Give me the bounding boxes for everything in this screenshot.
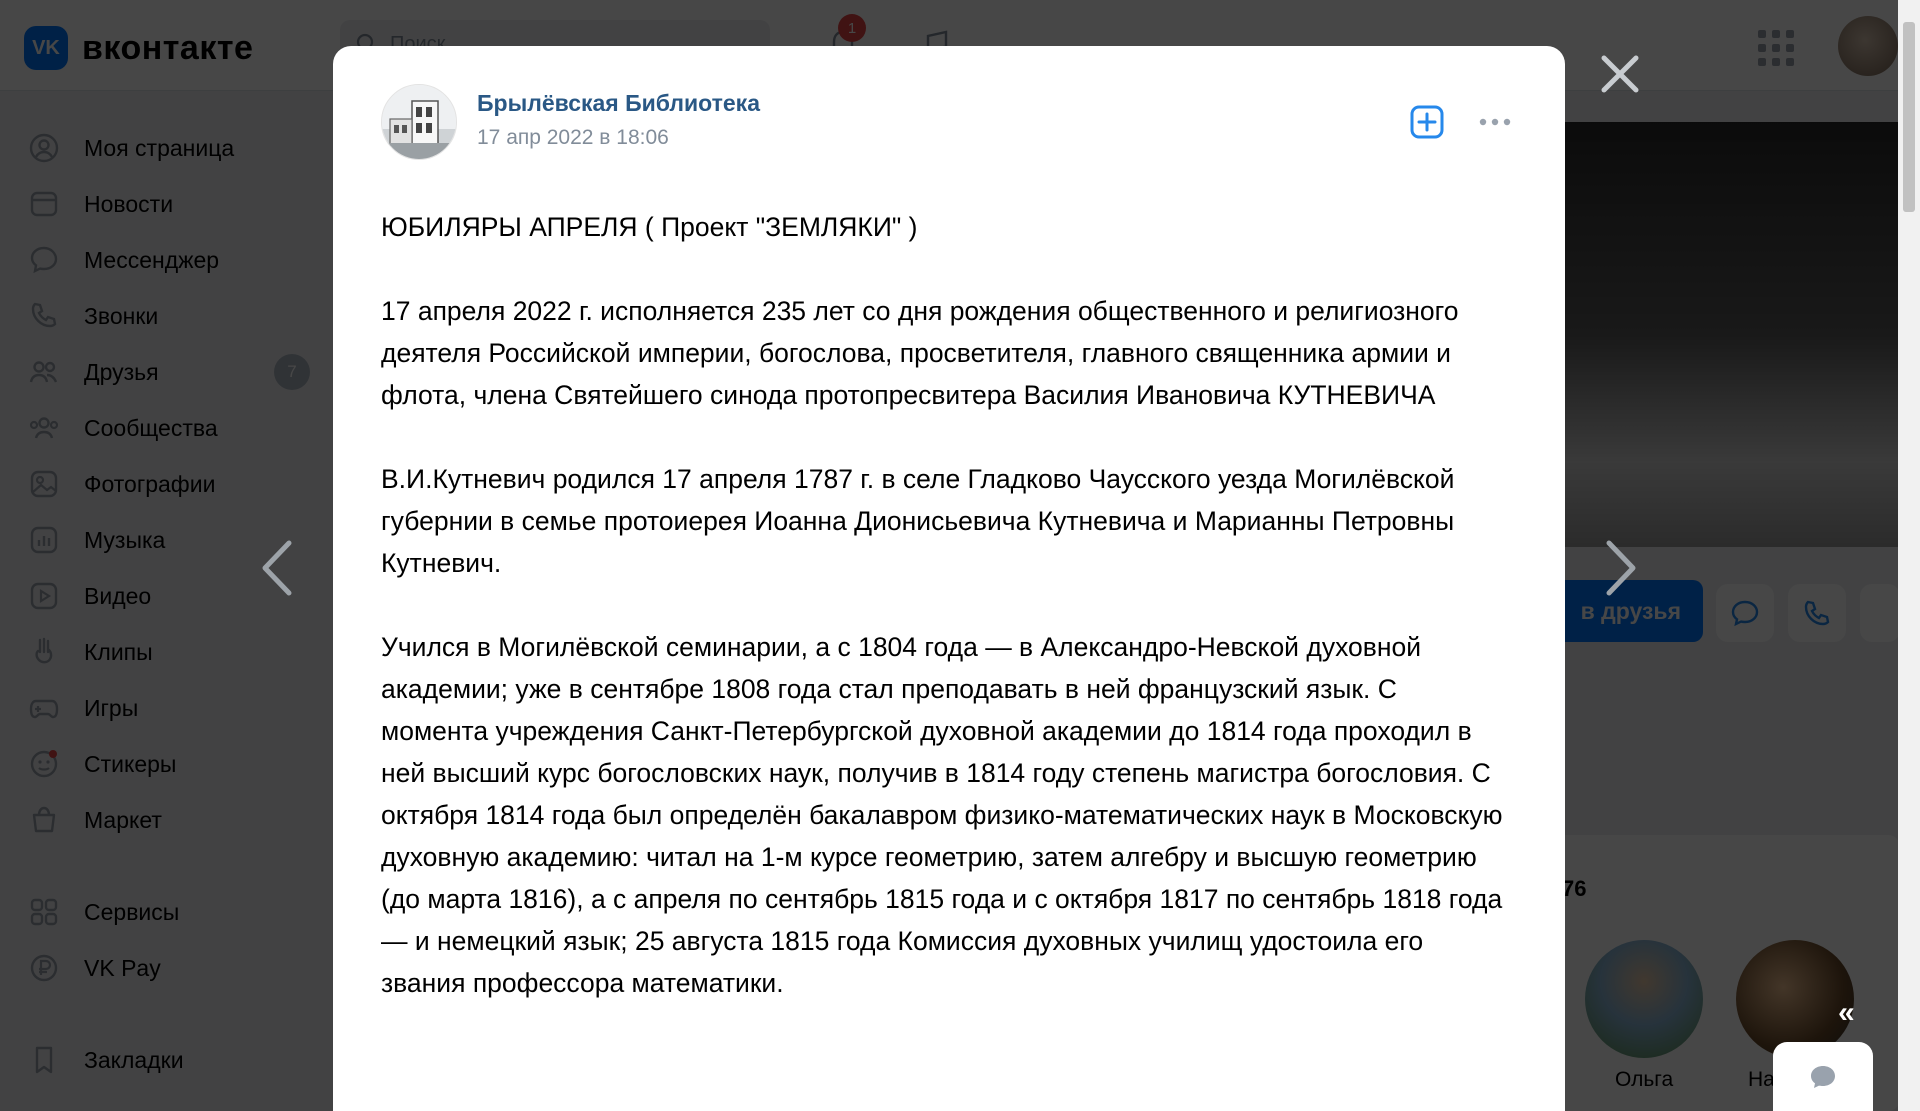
chevron-right-icon xyxy=(1605,539,1639,597)
post-modal xyxy=(333,46,1565,1111)
next-post-button[interactable] xyxy=(1592,528,1652,608)
chat-bubble-icon xyxy=(1809,1064,1837,1090)
mini-chat-widget[interactable] xyxy=(1773,1042,1873,1111)
previous-post-button[interactable] xyxy=(246,528,306,608)
post-date[interactable]: 17 апр 2022 в 18:06 xyxy=(477,126,669,149)
save-to-bookmarks-button[interactable] xyxy=(1407,102,1447,142)
chevron-left-icon xyxy=(259,539,293,597)
scrollbar-thumb[interactable] xyxy=(1903,22,1915,212)
plus-square-icon xyxy=(1409,104,1445,140)
post-menu-button[interactable] xyxy=(1475,102,1515,142)
collapse-chat-button[interactable]: « xyxy=(1838,996,1855,1029)
close-icon xyxy=(1600,54,1640,94)
more-dots-icon xyxy=(1479,118,1511,126)
post-paragraph: Учился в Могилёвской семинарии, а с 1804 года — в Александро-Невской духовной академии; уже в сентябре 1808 года стал преподавать в ней французский язык. С момента учреждения Санкт-Петербургской духовной академии до 1814 года проходил в ней высший курс богословских наук, получив в 1814 году степень магистра богословия. С октября 1814 года был определён бакалавром физико-математических наук в Московскую духовную академию: читал на 1-м курсе геометрию, затем алгебру и высшую геометрию (до марта 1816), а с апреля по сентябрь 1815 года и с октября 1817 по сентябрь 1818 года — и немецкий язык; 25 августа 1815 года Комиссия духовных училищ удостоила его звания профессора математики. xyxy=(381,632,1503,998)
library-building-image xyxy=(382,85,456,159)
post-heading: ЮБИЛЯРЫ АПРЕЛЯ ( Проект "ЗЕМЛЯКИ" ) xyxy=(381,212,918,242)
community-avatar[interactable] xyxy=(381,84,457,160)
post-paragraph: В.И.Кутневич родился 17 апреля 1787 г. в селе Гладково Чаусского уезда Могилёвской губернии в семье протоиерея Иоанна Дионисьевича Кутневича и Марианны Петровны Кутневич. xyxy=(381,464,1455,578)
close-modal-button[interactable] xyxy=(1592,46,1648,102)
post-text xyxy=(381,206,1511,1046)
post-paragraph: 17 апреля 2022 г. исполняется 235 лет со дня рождения общественного и религиозного деятеля Российской империи, богослова, просветителя, главного священника армии и флота, члена Святейшего синода протопресвитера Василия Ивановича КУТНЕВИЧА xyxy=(381,296,1459,410)
post-author-link[interactable]: Брылёвская Библиотека xyxy=(477,90,760,116)
